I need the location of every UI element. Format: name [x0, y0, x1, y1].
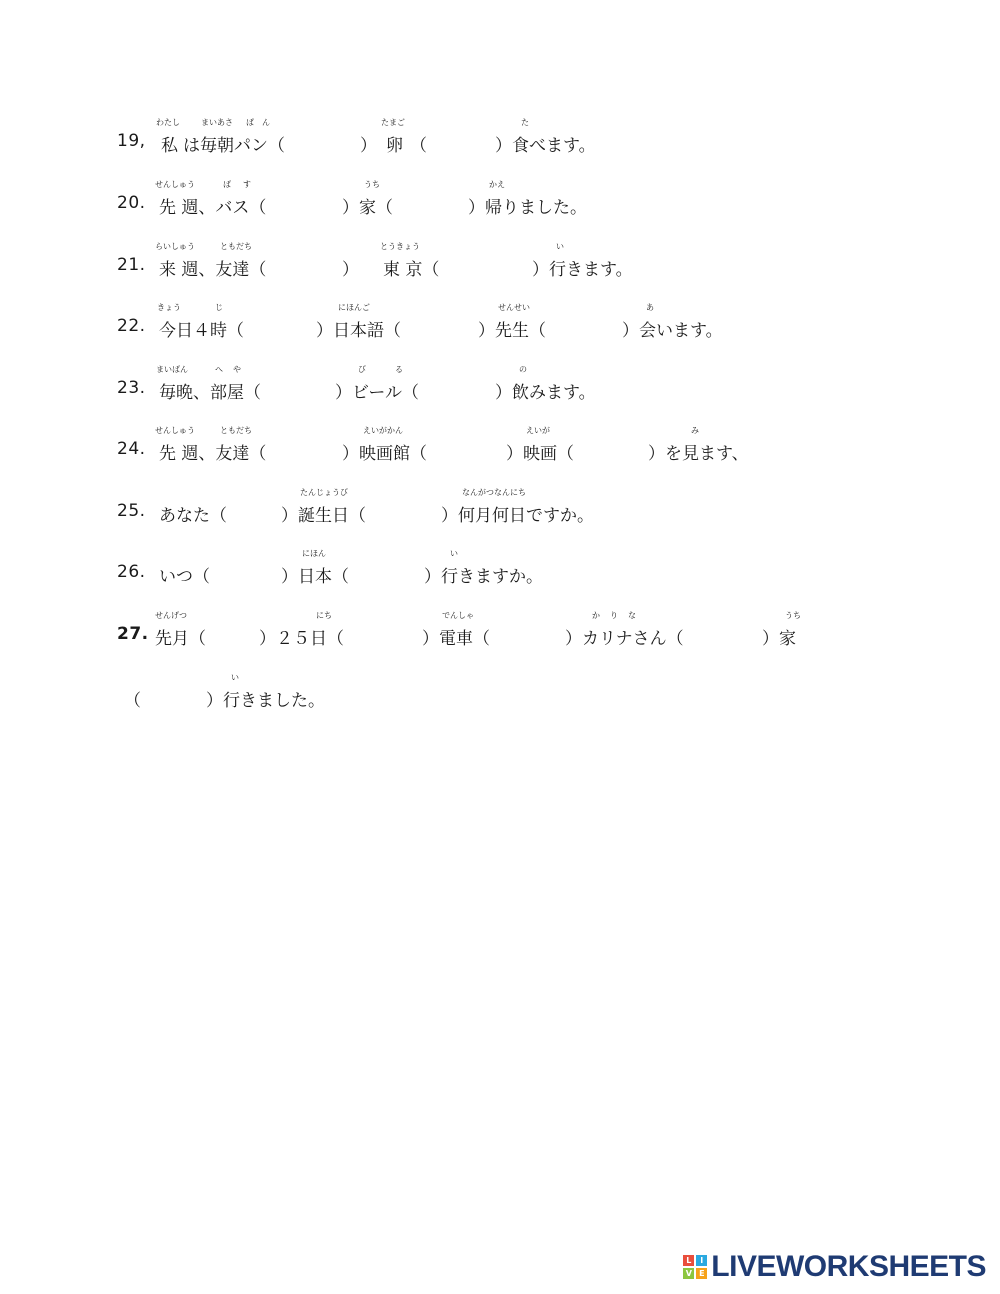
- answer-blank-1[interactable]: [230, 566, 279, 588]
- sentence-text: は毎朝パン（: [183, 136, 285, 156]
- question-number: 27.: [117, 624, 149, 644]
- question-3: [0, 241, 1000, 301]
- answer-blank-2[interactable]: [375, 628, 420, 650]
- sentence-text: ）家（: [342, 198, 393, 218]
- furigana: へ: [215, 365, 223, 374]
- furigana: たんじょうび: [300, 488, 348, 497]
- sentence-text: あなた（: [159, 506, 227, 526]
- furigana: きょう: [157, 303, 181, 312]
- furigana: い: [556, 242, 564, 251]
- furigana: せんげつ: [155, 611, 187, 620]
- logo-tile-e: E: [696, 1268, 707, 1279]
- sentence-text: ）: [360, 136, 377, 156]
- logo-tile-i: I: [696, 1255, 707, 1266]
- sentence-text: ）日本語（: [316, 321, 401, 341]
- furigana: まいばん: [156, 365, 188, 374]
- answer-blank-2[interactable]: [462, 443, 504, 465]
- answer-blank-3[interactable]: [578, 320, 620, 342]
- question-2: [0, 179, 1000, 239]
- furigana: び: [358, 365, 366, 374]
- furigana: にほんご: [338, 303, 370, 312]
- furigana: なんがつなんにち: [462, 488, 526, 497]
- question-1: [0, 117, 1000, 177]
- sentence-text: ）帰りました。: [468, 198, 587, 218]
- sentence-text: ）カリナさん（: [565, 629, 684, 649]
- sentence-text: ）を見ます、: [648, 444, 749, 464]
- sentence-text: ）何月何日ですか。: [441, 506, 594, 526]
- sentence-text: 卵: [386, 136, 403, 156]
- furigana: の: [519, 365, 527, 374]
- sentence-text: ）行きました。: [206, 691, 325, 711]
- question-number: 25.: [117, 501, 146, 521]
- furigana: り: [610, 611, 618, 620]
- furigana: らいしゅう: [155, 242, 195, 251]
- question-5: [0, 364, 1000, 424]
- furigana: や: [233, 365, 241, 374]
- furigana: あ: [646, 303, 654, 312]
- answer-blank-1[interactable]: [308, 135, 358, 157]
- answer-blank-4[interactable]: [719, 628, 760, 650]
- furigana: とうきょう: [380, 242, 420, 251]
- sentence-text: ）ビール（: [335, 383, 419, 403]
- answer-blank-2[interactable]: [395, 505, 439, 527]
- furigana: せんしゅう: [155, 426, 195, 435]
- sentence-text: 先月（: [155, 629, 206, 649]
- furigana: えいがかん: [363, 426, 403, 435]
- furigana: ともだち: [220, 242, 252, 251]
- answer-blank-2[interactable]: [422, 197, 466, 219]
- question-9: [0, 610, 1000, 670]
- furigana: まいあさ: [201, 118, 233, 127]
- question-6: [0, 425, 1000, 485]
- sentence-text: 私: [161, 136, 178, 156]
- sentence-text: 先 週、バス（: [159, 198, 267, 218]
- furigana: な: [628, 611, 636, 620]
- furigana: み: [691, 426, 699, 435]
- question-10: [0, 672, 1000, 732]
- furigana: せんしゅう: [155, 180, 195, 189]
- sentence-text: 毎晩、部屋（: [159, 383, 261, 403]
- furigana: じ: [215, 303, 223, 312]
- furigana: ば: [223, 180, 231, 189]
- answer-blank-3[interactable]: [525, 628, 563, 650]
- sentence-text: ）日本（: [281, 567, 349, 587]
- answer-blank-2[interactable]: [465, 259, 530, 281]
- sentence-text: ）映画館（: [342, 444, 427, 464]
- furigana: にち: [316, 611, 332, 620]
- furigana: わたし: [156, 118, 180, 127]
- sentence-text: ）先生（: [478, 321, 546, 341]
- question-number: 24.: [117, 439, 146, 459]
- furigana: でんしゃ: [442, 611, 474, 620]
- question-number: 26.: [117, 562, 146, 582]
- answer-blank-3[interactable]: [608, 443, 646, 465]
- furigana: た: [521, 118, 529, 127]
- sentence-text: （: [410, 136, 427, 156]
- answer-blank-2[interactable]: [379, 566, 422, 588]
- furigana: うち: [364, 180, 380, 189]
- sentence-text: ）行きますか。: [424, 567, 543, 587]
- question-number: 22.: [117, 316, 146, 336]
- answer-blank-1[interactable]: [271, 320, 314, 342]
- sentence-text: ）: [342, 260, 359, 280]
- sentence-text: 東 京（: [383, 260, 440, 280]
- sentence-text: ）行きます。: [532, 260, 633, 280]
- answer-blank-1[interactable]: [294, 382, 333, 404]
- furigana: い: [450, 549, 458, 558]
- furigana: る: [395, 365, 403, 374]
- question-7: [0, 487, 1000, 547]
- question-number: 20.: [117, 193, 146, 213]
- logo-tile-v: V: [683, 1268, 694, 1279]
- furigana: い: [231, 673, 239, 682]
- furigana: せんせい: [498, 303, 530, 312]
- liveworksheets-logo: [683, 1250, 986, 1284]
- furigana: たまご: [381, 118, 405, 127]
- logo-grid-icon: [683, 1255, 707, 1279]
- sentence-text: 先 週、友達（: [159, 444, 267, 464]
- logo-wordmark: LIVEWORKSHEETS: [711, 1250, 986, 1283]
- furigana: か: [592, 611, 600, 620]
- sentence-text: ）２５日（: [259, 629, 344, 649]
- sentence-text: ）食べます。: [495, 136, 596, 156]
- question-8: [0, 548, 1000, 608]
- answer-blank-1[interactable]: [230, 628, 257, 650]
- sentence-text: 来 週、友達（: [159, 260, 267, 280]
- answer-blank-1[interactable]: [299, 197, 340, 219]
- question-number: 23.: [117, 378, 146, 398]
- furigana: にほん: [302, 549, 326, 558]
- answer-blank-1[interactable]: [299, 259, 340, 281]
- sentence-text: ）会います。: [622, 321, 723, 341]
- question-number: 21.: [117, 255, 146, 275]
- answer-blank-1[interactable]: [253, 505, 279, 527]
- sentence-text: ）家: [762, 629, 796, 649]
- furigana: ん: [262, 118, 270, 127]
- sentence-text: ）電車（: [422, 629, 490, 649]
- furigana: うち: [785, 611, 801, 620]
- sentence-text: ）映画（: [506, 444, 574, 464]
- logo-tile-l: L: [683, 1255, 694, 1266]
- furigana: ともだち: [220, 426, 252, 435]
- sentence-text: ）誕生日（: [281, 506, 366, 526]
- sentence-text: いつ（: [159, 567, 210, 587]
- furigana: かえ: [489, 180, 505, 189]
- furigana: す: [243, 180, 251, 189]
- question-number: 19,: [117, 131, 146, 151]
- sentence-text: （: [124, 691, 141, 711]
- furigana: ぱ: [246, 118, 254, 127]
- answer-blank-1[interactable]: [299, 443, 340, 465]
- answer-blank-2[interactable]: [450, 382, 493, 404]
- sentence-text: 今日４時（: [159, 321, 244, 341]
- question-4: [0, 302, 1000, 362]
- answer-blank-2[interactable]: [436, 320, 476, 342]
- answer-blank-1[interactable]: [158, 690, 204, 712]
- furigana: えいが: [526, 426, 550, 435]
- sentence-text: ）飲みます。: [495, 383, 596, 403]
- answer-blank-2[interactable]: [444, 135, 493, 157]
